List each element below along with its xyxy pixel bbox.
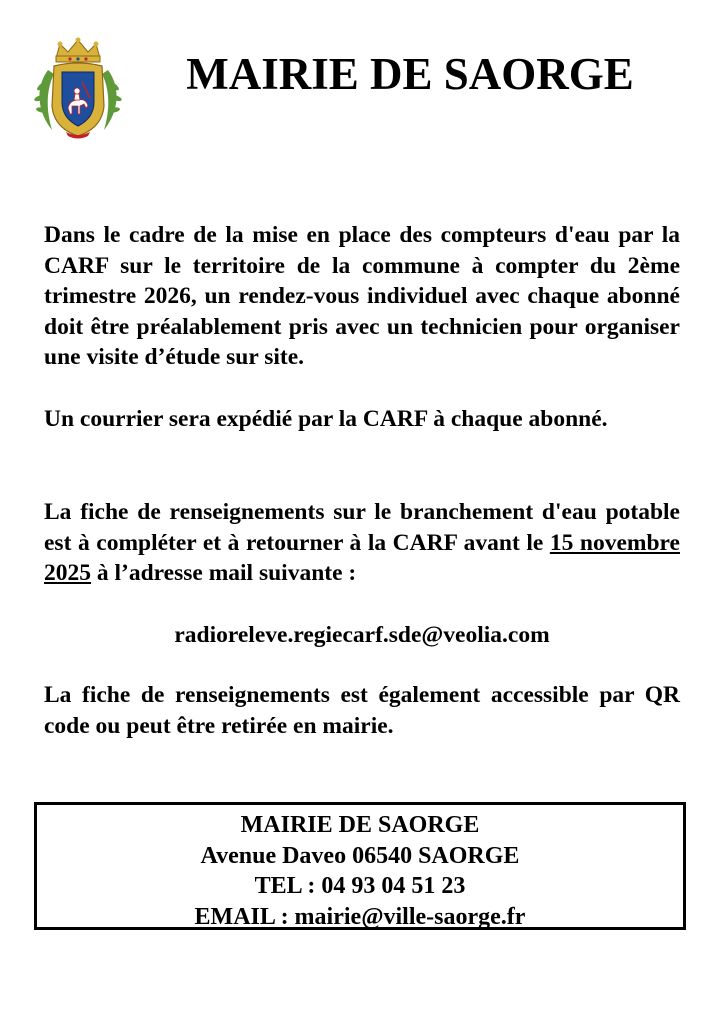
contact-name: MAIRIE DE SAORGE	[240, 812, 480, 838]
form-text-after-date: à l’adresse mail suivante :	[91, 560, 357, 586]
contact-email: EMAIL : mairie@ville-saorge.fr	[194, 903, 526, 930]
notice-paragraph-form	[44, 497, 680, 589]
notice-paragraph-qr: La fiche de renseignements est également accessible par QR code ou peut être retirée en mairie.	[44, 682, 680, 739]
crown-icon	[56, 38, 100, 63]
page-title: MAIRIE DE SAORGE	[186, 49, 634, 99]
submission-email-address: radioreleve.regiecarf.sde@veolia.com	[174, 622, 550, 648]
contact-address: Avenue Daveo 06540 SAORGE	[200, 842, 520, 869]
deadline-date: 15 novembre 2025	[44, 529, 680, 586]
contact-box	[34, 802, 686, 930]
notice-paragraph-mail: Un courrier sera expédié par la CARF à chaque abonné.	[44, 406, 608, 432]
contact-phone: TEL : 04 93 04 51 23	[254, 873, 466, 899]
notice-paragraph-intro: Dans le cadre de la mise en place des compteurs d'eau par la CARF sur le territoire de la commune à compter du 2ème trimestre 2026, un rendez-vous individuel avec chaque abonné doit être préalablement pris avec un technicien pour organiser une visite d’étude sur site.	[44, 222, 680, 370]
form-text-before-date: La fiche de renseignements sur le branchement d'eau potable est à compléter et à retourner à la CARF avant le	[44, 499, 680, 556]
saorge-coat-of-arms-icon	[30, 36, 126, 142]
